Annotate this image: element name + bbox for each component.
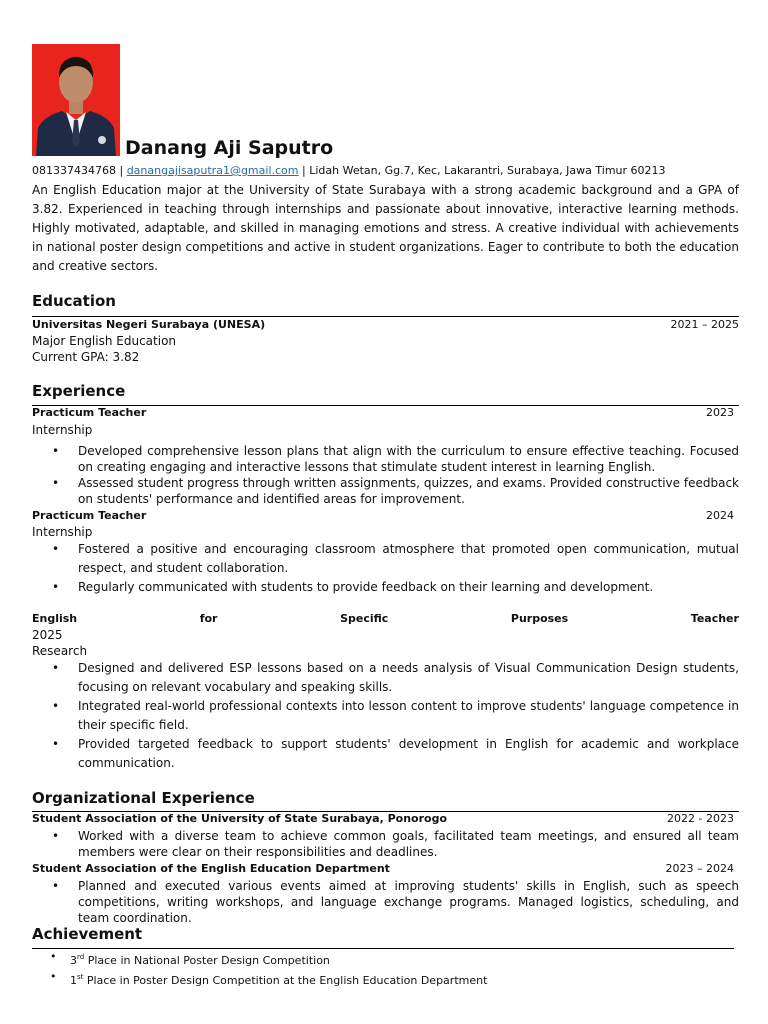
experience-year: 2023 — [706, 406, 734, 419]
list-item — [32, 443, 739, 475]
role-word: English — [32, 612, 78, 625]
bullet-text: Regularly communicated with students to provide feedback on their learning and development. — [78, 580, 654, 594]
experience-type: Research — [32, 644, 88, 658]
list-item — [32, 828, 739, 860]
experience-bullets — [32, 443, 739, 507]
bullet-icon: • — [50, 950, 57, 963]
profile-photo-image — [32, 44, 120, 156]
bullet-icon: • — [52, 661, 60, 675]
achievement-rank: 3 — [70, 954, 77, 967]
list-item — [32, 878, 739, 926]
separator: | — [302, 164, 306, 177]
achievement-text: Place in National Poster Design Competition — [84, 954, 330, 967]
bullet-icon: • — [52, 580, 60, 594]
experience-role-esp — [32, 612, 739, 625]
education-years: 2021 – 2025 — [670, 318, 739, 331]
bullet-text: Integrated real-world professional contexts into lesson content to improve students' language competence in their specific field. — [78, 699, 739, 732]
bullet-icon: • — [52, 829, 60, 843]
experience-role: Practicum Teacher — [32, 509, 147, 522]
organization-years: 2022 - 2023 — [667, 812, 734, 825]
bullet-icon: • — [52, 879, 60, 893]
experience-role: Practicum Teacher — [32, 406, 147, 419]
bullet-text: Fostered a positive and encouraging classroom atmosphere that promoted open communication, mutual respect, and student collaboration. — [78, 542, 739, 575]
experience-heading: Experience — [32, 382, 126, 400]
bullet-text: Assessed student progress through written assignments, quizzes, and exams. Provided constructive feedback on students' performance and identified areas for improvement. — [78, 476, 739, 506]
organizational-heading: Organizational Experience — [32, 789, 255, 807]
list-item — [32, 949, 487, 969]
organization-row — [32, 862, 739, 875]
separator: | — [119, 164, 124, 177]
bullet-icon: • — [52, 699, 60, 713]
email-link[interactable]: danangajisaputra1@gmail.com — [126, 164, 299, 177]
candidate-name: Danang Aji Saputro — [125, 137, 334, 159]
achievement-rank-suffix: rd — [77, 953, 85, 961]
education-gpa: Current GPA: 3.82 — [32, 350, 140, 364]
organization-years: 2023 – 2024 — [665, 862, 734, 875]
achievement-rank: 1 — [70, 974, 77, 987]
experience-row — [32, 509, 739, 522]
list-item — [32, 540, 739, 578]
role-word: Specific — [340, 612, 389, 625]
role-word: for — [199, 612, 218, 625]
organization-row — [32, 812, 739, 825]
institution-name: Universitas Negeri Surabaya (UNESA) — [32, 318, 266, 331]
role-word: Teacher — [690, 612, 739, 625]
bullet-text: Planned and executed various events aimed at improving students' skills in English, such as speech competitions, writing workshops, and language exchange programs. Managed logistics, scheduling, and team coordination. — [78, 879, 739, 925]
profile-summary: An English Education major at the University of State Surabaya with a strong academic background and a GPA of 3.82. Experienced in teaching through internships and passionate about innovative, interactive learning methods. Highly motivated, adaptable, and skilled in managing emotions and stress. A creative individual with achievements in national poster design competitions and active in student organizations. Eager to contribute to both the education and creative sectors. — [32, 183, 739, 273]
organization-name: Student Association of the University of State Surabaya, Ponorogo — [32, 812, 448, 825]
profile-photo — [32, 44, 120, 156]
bullet-icon: • — [52, 542, 60, 556]
experience-bullets — [32, 659, 739, 773]
achievement-text: Place in Poster Design Competition at the English Education Department — [83, 974, 488, 987]
bullet-icon: • — [50, 970, 57, 983]
bullet-icon: • — [52, 737, 60, 751]
list-item — [32, 697, 739, 735]
list-item — [32, 969, 487, 989]
bullet-text: Developed comprehensive lesson plans that align with the curriculum to ensure effective teaching. Focused on creating engaging and interactive lessons that stimulate student interest in learning English. — [78, 444, 739, 474]
phone-number: 081337434768 — [32, 164, 116, 177]
bullet-text: Worked with a diverse team to achieve common goals, facilitated team meetings, and ensured all team members were clear on their responsibilities and deadlines. — [78, 829, 739, 859]
list-item — [32, 475, 739, 507]
list-item — [32, 659, 739, 697]
experience-type: Internship — [32, 525, 93, 539]
bullet-icon: • — [52, 444, 60, 458]
experience-row — [32, 406, 739, 419]
achievement-list — [32, 949, 487, 989]
role-word: Purposes — [510, 612, 569, 625]
address: Lidah Wetan, Gg.7, Kec, Lakarantri, Surabaya, Jawa Timur 60213 — [309, 164, 666, 177]
list-item — [32, 578, 739, 597]
organization-bullets — [32, 878, 739, 926]
bullet-text: Provided targeted feedback to support students' development in English for academic and workplace communication. — [78, 737, 739, 770]
experience-type: Internship — [32, 423, 93, 437]
list-item — [32, 735, 739, 773]
bullet-icon: • — [52, 476, 60, 490]
organization-name: Student Association of the English Education Department — [32, 862, 390, 875]
experience-year: 2024 — [706, 509, 734, 522]
achievement-heading: Achievement — [32, 925, 143, 943]
education-row — [32, 318, 739, 331]
education-heading: Education — [32, 292, 116, 310]
section-divider — [32, 316, 739, 317]
organization-bullets — [32, 828, 739, 860]
education-major: Major English Education — [32, 334, 177, 348]
bullet-text: Designed and delivered ESP lessons based on a needs analysis of Visual Communication Design students, focusing on relevant vocabulary and speaking skills. — [78, 661, 739, 694]
experience-year: 2025 — [32, 628, 63, 642]
experience-bullets — [32, 540, 739, 597]
contact-line — [32, 164, 666, 177]
achievement-rank-suffix: st — [77, 973, 84, 981]
